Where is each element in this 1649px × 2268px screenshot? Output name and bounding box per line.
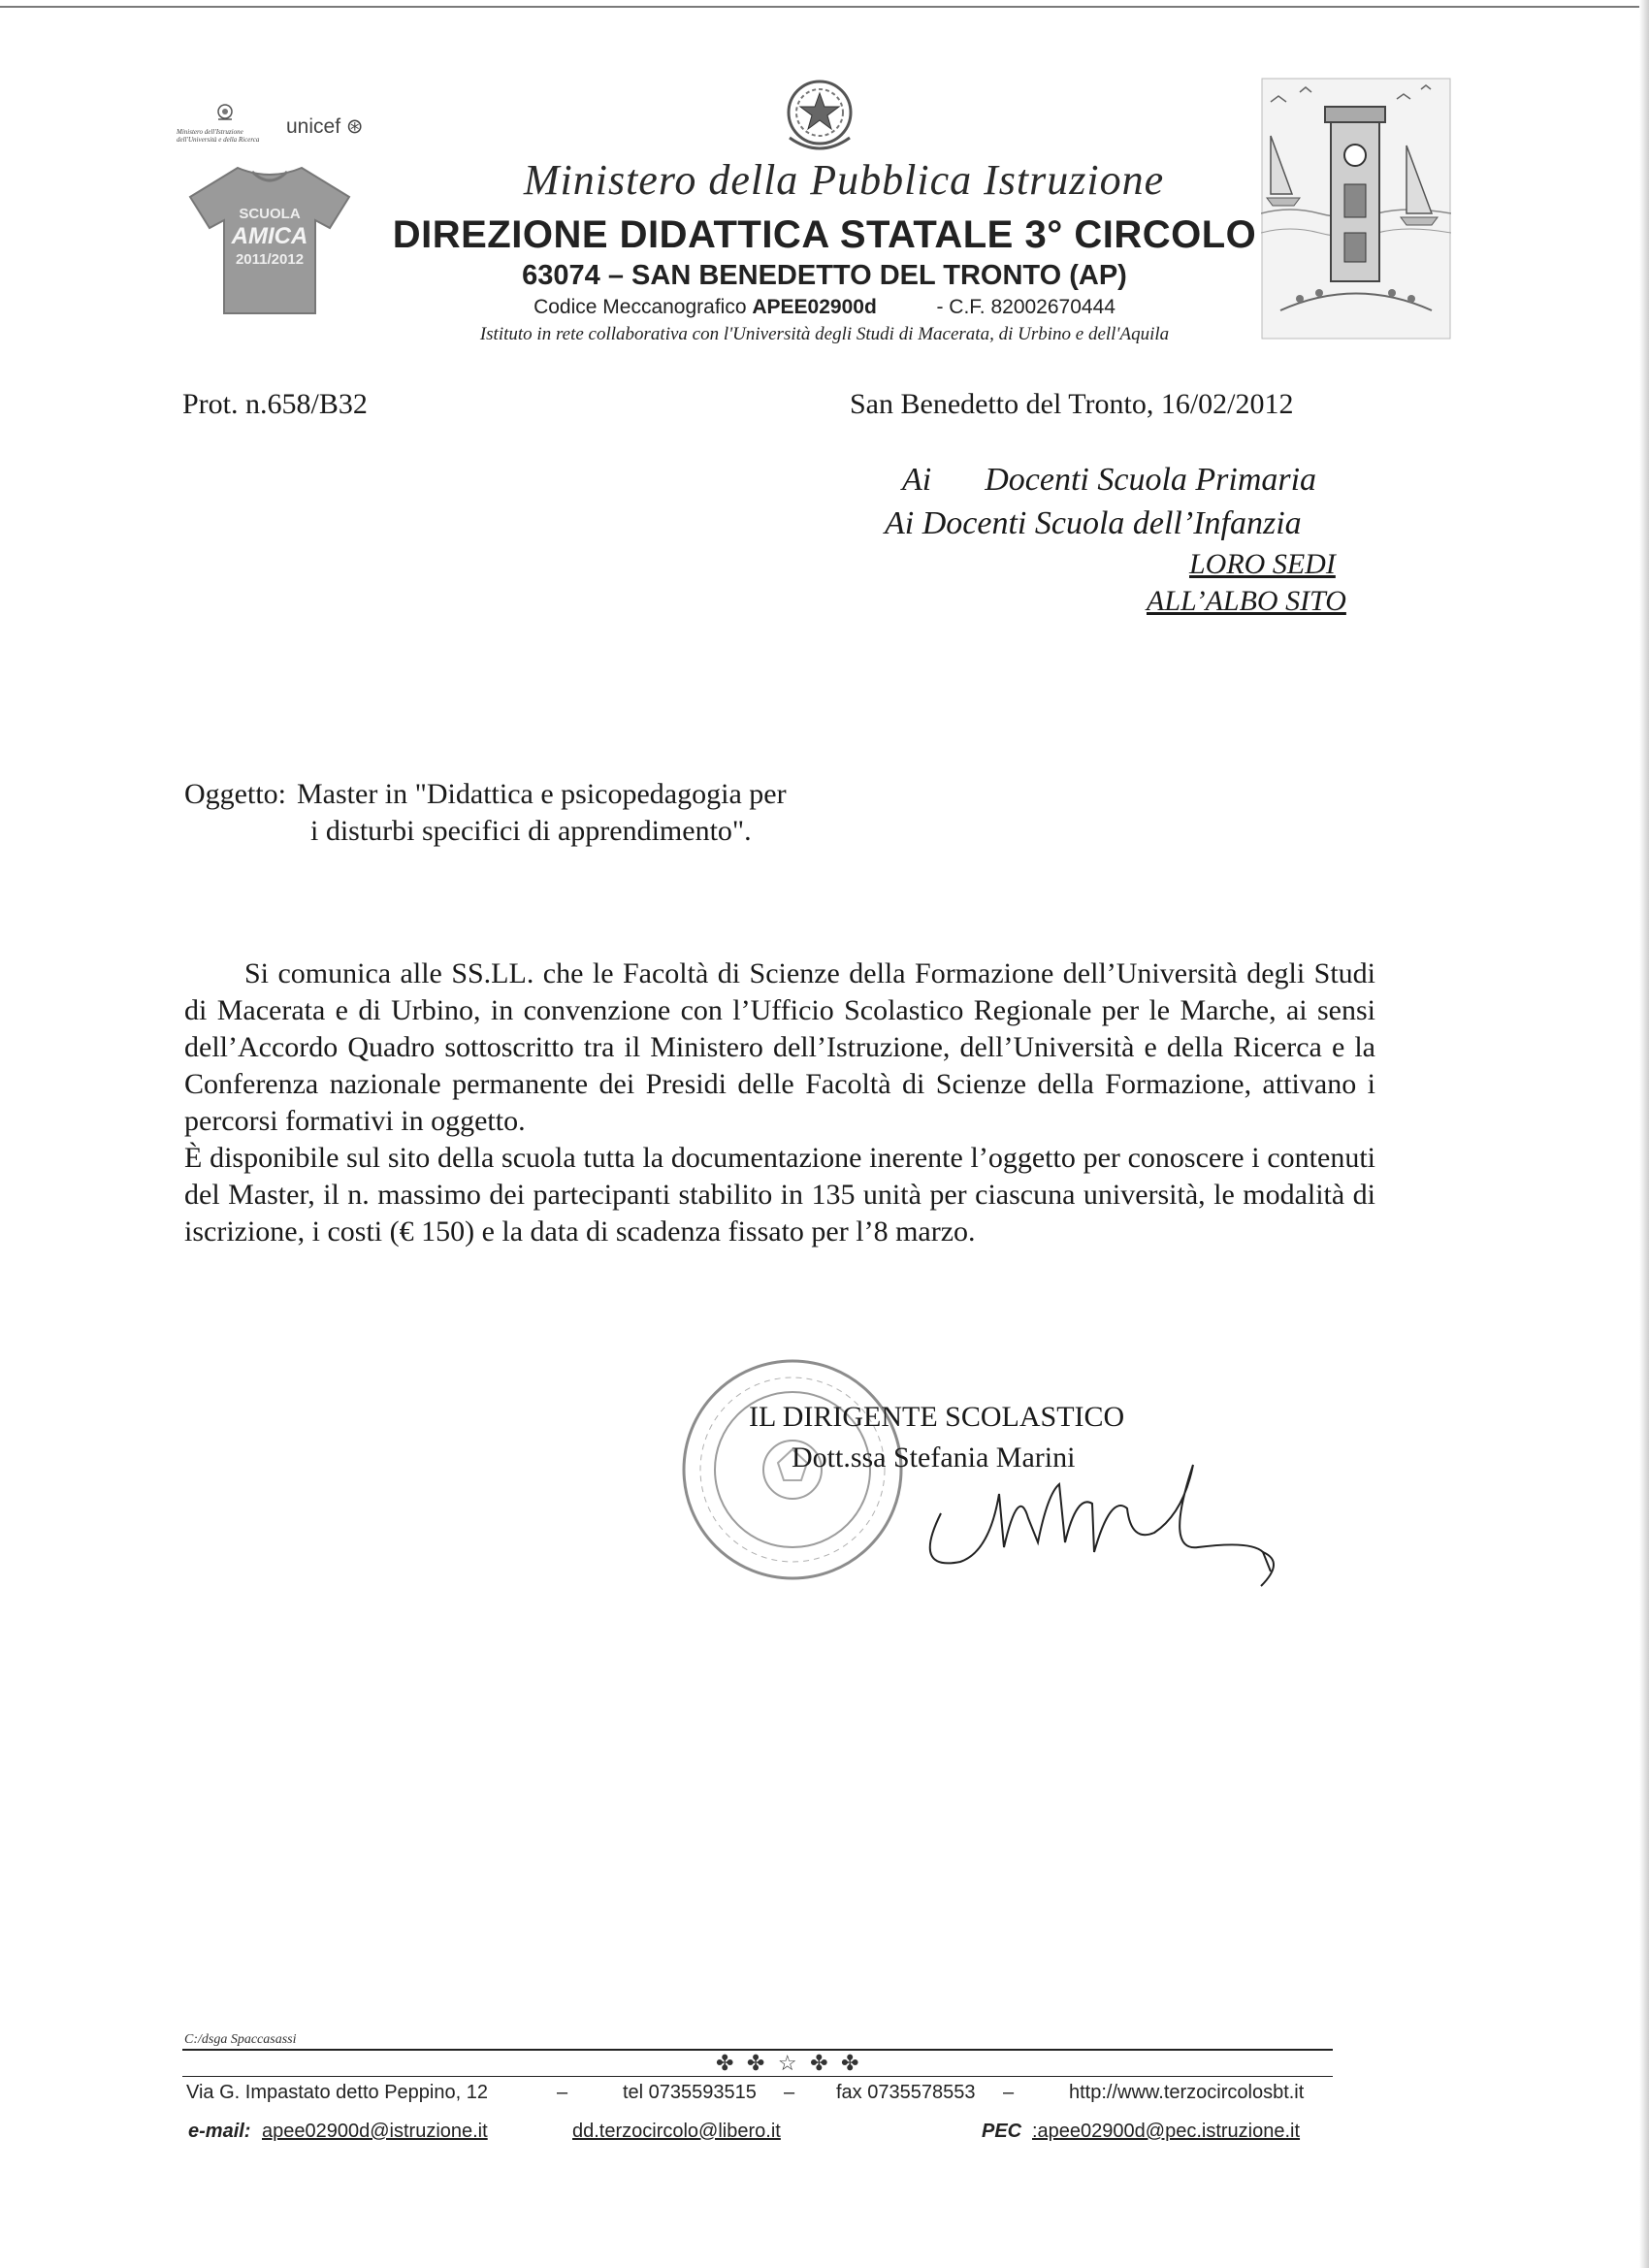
footer-ornament: ✤ ✤ ☆ ✤ ✤	[716, 2051, 863, 2075]
protocol-number: Prot. n.658/B32	[182, 388, 368, 420]
footer-email-libero-link[interactable]: dd.terzocircolo@libero.it	[572, 2121, 781, 2142]
recipient-primary-text: Docenti Scuola Primaria	[985, 462, 1317, 498]
signature-title: IL DIRIGENTE SCOLASTICO	[749, 1401, 1125, 1433]
footer-dsga: C:/dsga Spaccasassi	[184, 2032, 297, 2047]
school-name: DIREZIONE DIDATTICA STATALE 3° CIRCOLO	[392, 213, 1257, 256]
shirt-text-year: 2011/2012	[235, 251, 305, 268]
tower-drawing-logo	[1261, 78, 1451, 340]
footer-email-label: e-mail:	[188, 2121, 251, 2142]
recipient-infanzia	[885, 502, 1302, 545]
shirt-text-scuola: SCUOLA	[239, 206, 301, 222]
footer-sep-2: –	[784, 2082, 795, 2103]
shirt-text-amica: AMICA	[231, 223, 308, 249]
code-label: Codice Meccanografico	[534, 296, 747, 318]
body-paragraph-1: Si comunica alle SS.LL. che le Facoltà di Scienze della Formazione dell’Università degli Studi di Macerata e di Urbino, in convenzione con l’Ufficio Scolastico Regionale per le Marche, ai sensi dell’Accordo Quadro sottoscritto tra il Ministero dell’Istruzione, dell’Università e della Ricerca e la Conferenza nazionale permanente dei Presidi delle Facoltà di Scienze della Formazione, attivano i percorsi formativi in oggetto.	[184, 957, 1375, 1137]
network-line: Istituto in rete collaborativa con l'Università degli Studi di Macerata, di Urbino e dell'Aquila	[479, 324, 1170, 344]
unicef-logo	[286, 114, 364, 139]
subject-label: Oggetto:	[184, 778, 286, 810]
footer-sep-1: –	[557, 2082, 568, 2103]
recipient-prefix-1: Ai	[902, 462, 932, 498]
unicef-globe-icon: ⊛	[345, 115, 364, 138]
subject-line-1: Master in "Didattica e psicopedagogia per	[297, 778, 787, 810]
subject-line-2: i disturbi specifici di apprendimento".	[310, 815, 752, 847]
scan-top-edge	[0, 6, 1649, 8]
recipient-primary	[902, 459, 1316, 502]
ministry-title: Ministero della Pubblica Istruzione	[523, 156, 1165, 204]
scan-right-edge	[1639, 0, 1649, 2268]
recipient-prefix-2: Ai	[885, 505, 915, 541]
letter-body	[184, 956, 1375, 1250]
footer-sep-3: –	[1003, 2082, 1015, 2103]
footer-rule-bottom	[182, 2076, 1333, 2077]
body-paragraph-2: È disponibile sul sito della scuola tutta la documentazione inerente l’oggetto per conoscere i contenuti del Master, il n. massimo dei partecipanti stabilito in 135 unità per ciascuna università, le modalità di iscrizione, i costi (€ 150) e la data di scadenza fissato per l’8 marzo.	[184, 1142, 1375, 1247]
code-value: APEE02900d	[752, 296, 877, 318]
recipient-infanzia-text: Docenti Scuola dell’Infanzia	[922, 505, 1302, 541]
recipient-loro-sedi: LORO SEDI	[1189, 548, 1336, 580]
ministry-small-logo-text: Ministero dell'Istruzione dell'Università e della Ricerca	[177, 128, 260, 144]
footer-email-istruzione-link[interactable]: apee02900d@istruzione.it	[262, 2121, 488, 2142]
school-code-line	[388, 296, 1261, 319]
footer-website-link[interactable]: http://www.terzocircolosbt.it	[1069, 2082, 1305, 2103]
place-date: San Benedetto del Tronto, 16/02/2012	[850, 388, 1294, 420]
footer-fax: fax 0735578553	[836, 2082, 976, 2103]
handwritten-signature	[902, 1426, 1329, 1610]
footer-pec-label: PEC	[982, 2121, 1022, 2142]
signature-name: Dott.ssa Stefania Marini	[792, 1442, 1076, 1474]
italian-republic-emblem	[776, 70, 863, 157]
footer-pec-link[interactable]: :apee02900d@pec.istruzione.it	[1032, 2121, 1301, 2142]
unicef-label: unicef	[286, 115, 341, 138]
tax-code: - C.F. 82002670444	[936, 296, 1116, 318]
recipient-albo-sito: ALL’ALBO SITO	[1147, 585, 1346, 617]
footer-address: Via G. Impastato detto Peppino, 12	[186, 2082, 488, 2103]
footer-tel: tel 0735593515	[623, 2082, 757, 2103]
school-city: 63074 – SAN BENEDETTO DEL TRONTO (AP)	[522, 260, 1127, 291]
